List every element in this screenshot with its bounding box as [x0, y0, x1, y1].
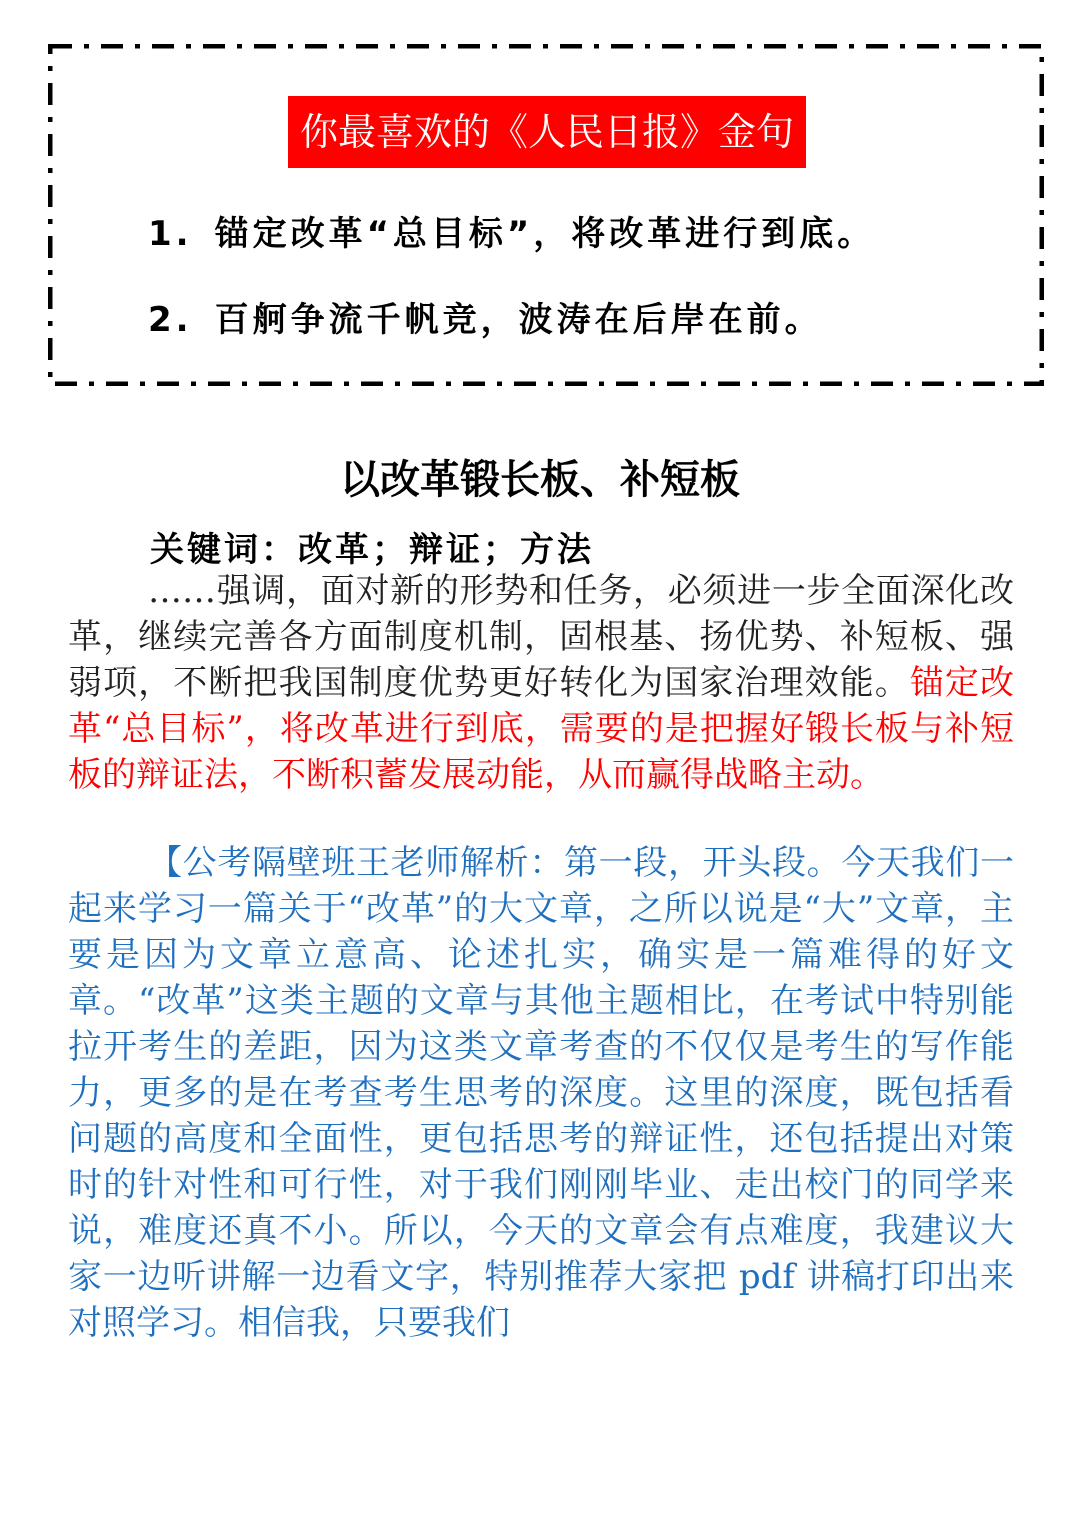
- quote-number: 1.: [148, 214, 193, 254]
- paragraph-1: [68, 568, 1014, 798]
- banner-title: 你最喜欢的《人民日报》金句: [288, 96, 806, 168]
- article-title: 以改革锻长板、补短板: [340, 456, 740, 503]
- quote-item-2: [148, 292, 823, 341]
- quote-text: 百舸争流千帆竞，波涛在后岸在前。: [214, 300, 823, 340]
- quote-item-1: [148, 206, 875, 255]
- quote-text: 锚定改革“总目标”，将改革进行到底。: [214, 214, 876, 254]
- paragraph-1-text: ……强调，面对新的形势和任务，必须进一步全面深化改革，继续完善各方面制度机制，固根基、扬优势、补短板、强弱项，不断把我国制度优势更好转化为国家治理效能。: [68, 571, 1014, 703]
- quote-number: 2.: [148, 300, 193, 340]
- keywords-line: 关键词：改革；辩证；方法: [150, 530, 594, 570]
- analysis-paragraph: 【公考隔壁班王老师解析：第一段，开头段。今天我们一起来学习一篇关于“改革”的大文章，之所以说是“大”文章，主要是因为文章立意高、论述扎实，确实是一篇难得的好文章。“改革”这类主题的文章与其他主题相比，在考试中特别能拉开考生的差距，因为这类文章考查的不仅仅是考生的写作能力，更多的是在考查考生思考的深度。这里的深度，既包括看问题的高度和全面性，更包括思考的辩证性，还包括提出对策时的针对性和可行性，对于我们刚刚毕业、走出校门的同学来说，难度还真不小。所以，今天的文章会有点难度，我建议大家一边听讲解一边看文字，特别推荐大家把 pdf 讲稿打印出来对照学习。相信我，只要我们: [68, 843, 1014, 1343]
- paragraph-1-emphasis: 锚定改革“总目标”，将改革进行到底，需要的是把握好锻长板与补短板的辩证法，不断积蓄发展动能，从而赢得战略主动。: [68, 663, 1015, 795]
